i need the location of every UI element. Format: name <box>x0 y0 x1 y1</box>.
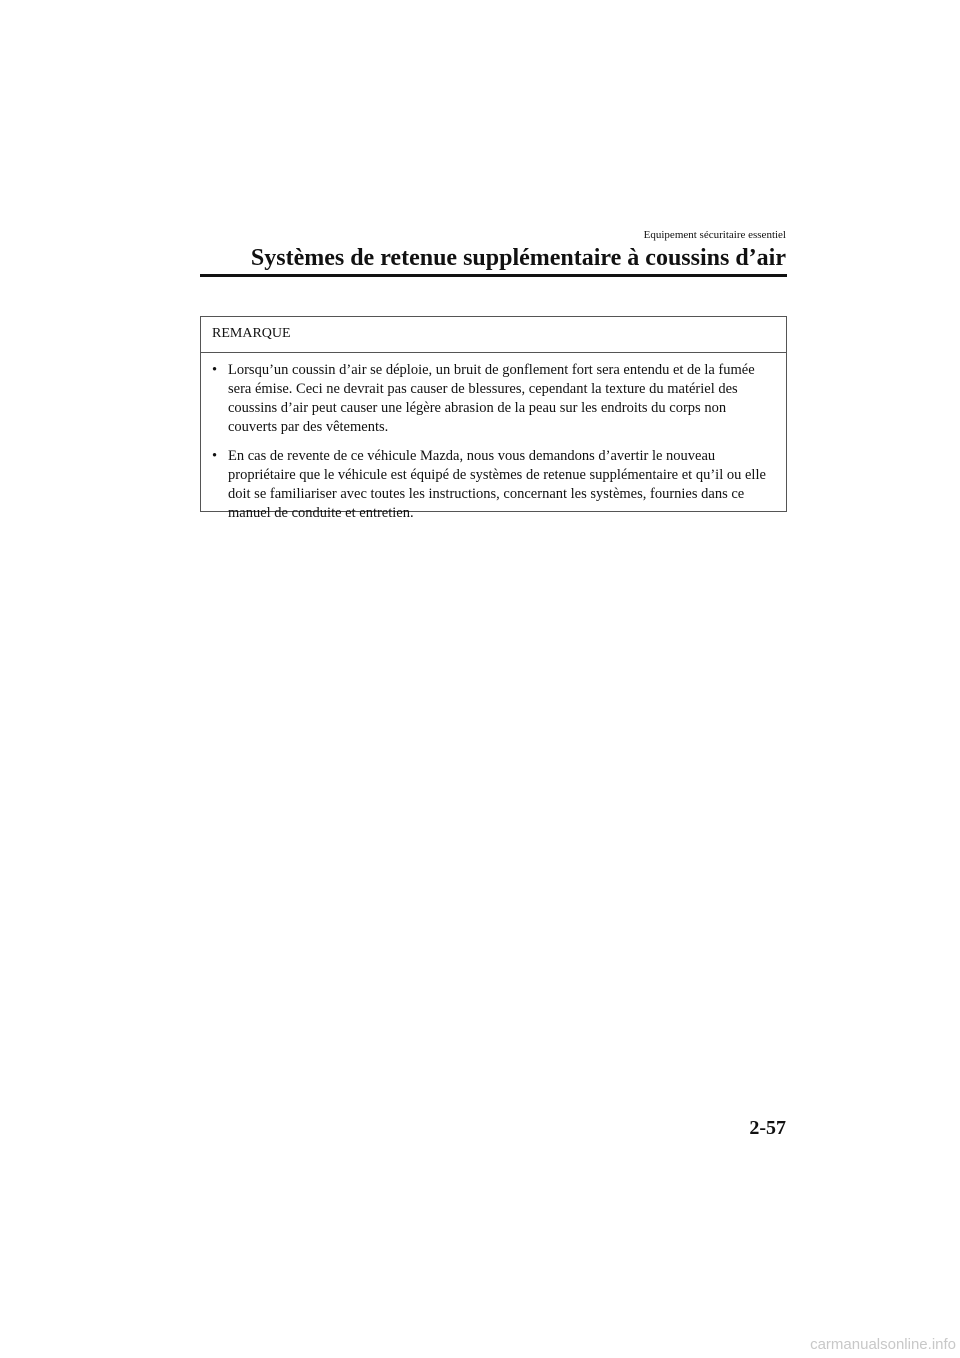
bullet-icon: • <box>212 448 218 464</box>
note-box <box>200 316 787 521</box>
note-item-text: En cas de revente de ce véhicule Mazda, nous vous demandons d’avertir le nouveau propriétaire que le véhicule est équipé de systèmes de retenue supplémentaire et qu’il ou elle doit se familiariser avec toutes les instructions, concernant les systèmes, fournies dans ce manuel de conduite et entretien. <box>228 448 766 521</box>
watermark: carmanualsonline.info <box>810 1336 956 1353</box>
note-body <box>201 353 786 523</box>
title-divider <box>200 274 787 277</box>
note-item <box>212 447 772 523</box>
note-item-text: Lorsqu’un coussin d’air se déploie, un bruit de gonflement fort sera entendu et de la fumée sera émise. Ceci ne devrait pas causer de blessures, cependant la texture du matériel des coussins d’air peut causer une légère abrasion de la peau sur les endroits du corps non couverts par des vêtements. <box>228 362 755 435</box>
page-number: 2-57 <box>749 1117 786 1139</box>
note-header: REMARQUE <box>201 317 786 353</box>
section-label: Equipement sécuritaire essentiel <box>643 229 786 241</box>
page-title: Systèmes de retenue supplémentaire à coussins d’air <box>250 245 786 271</box>
note-item <box>212 361 772 437</box>
bullet-icon: • <box>212 362 218 378</box>
